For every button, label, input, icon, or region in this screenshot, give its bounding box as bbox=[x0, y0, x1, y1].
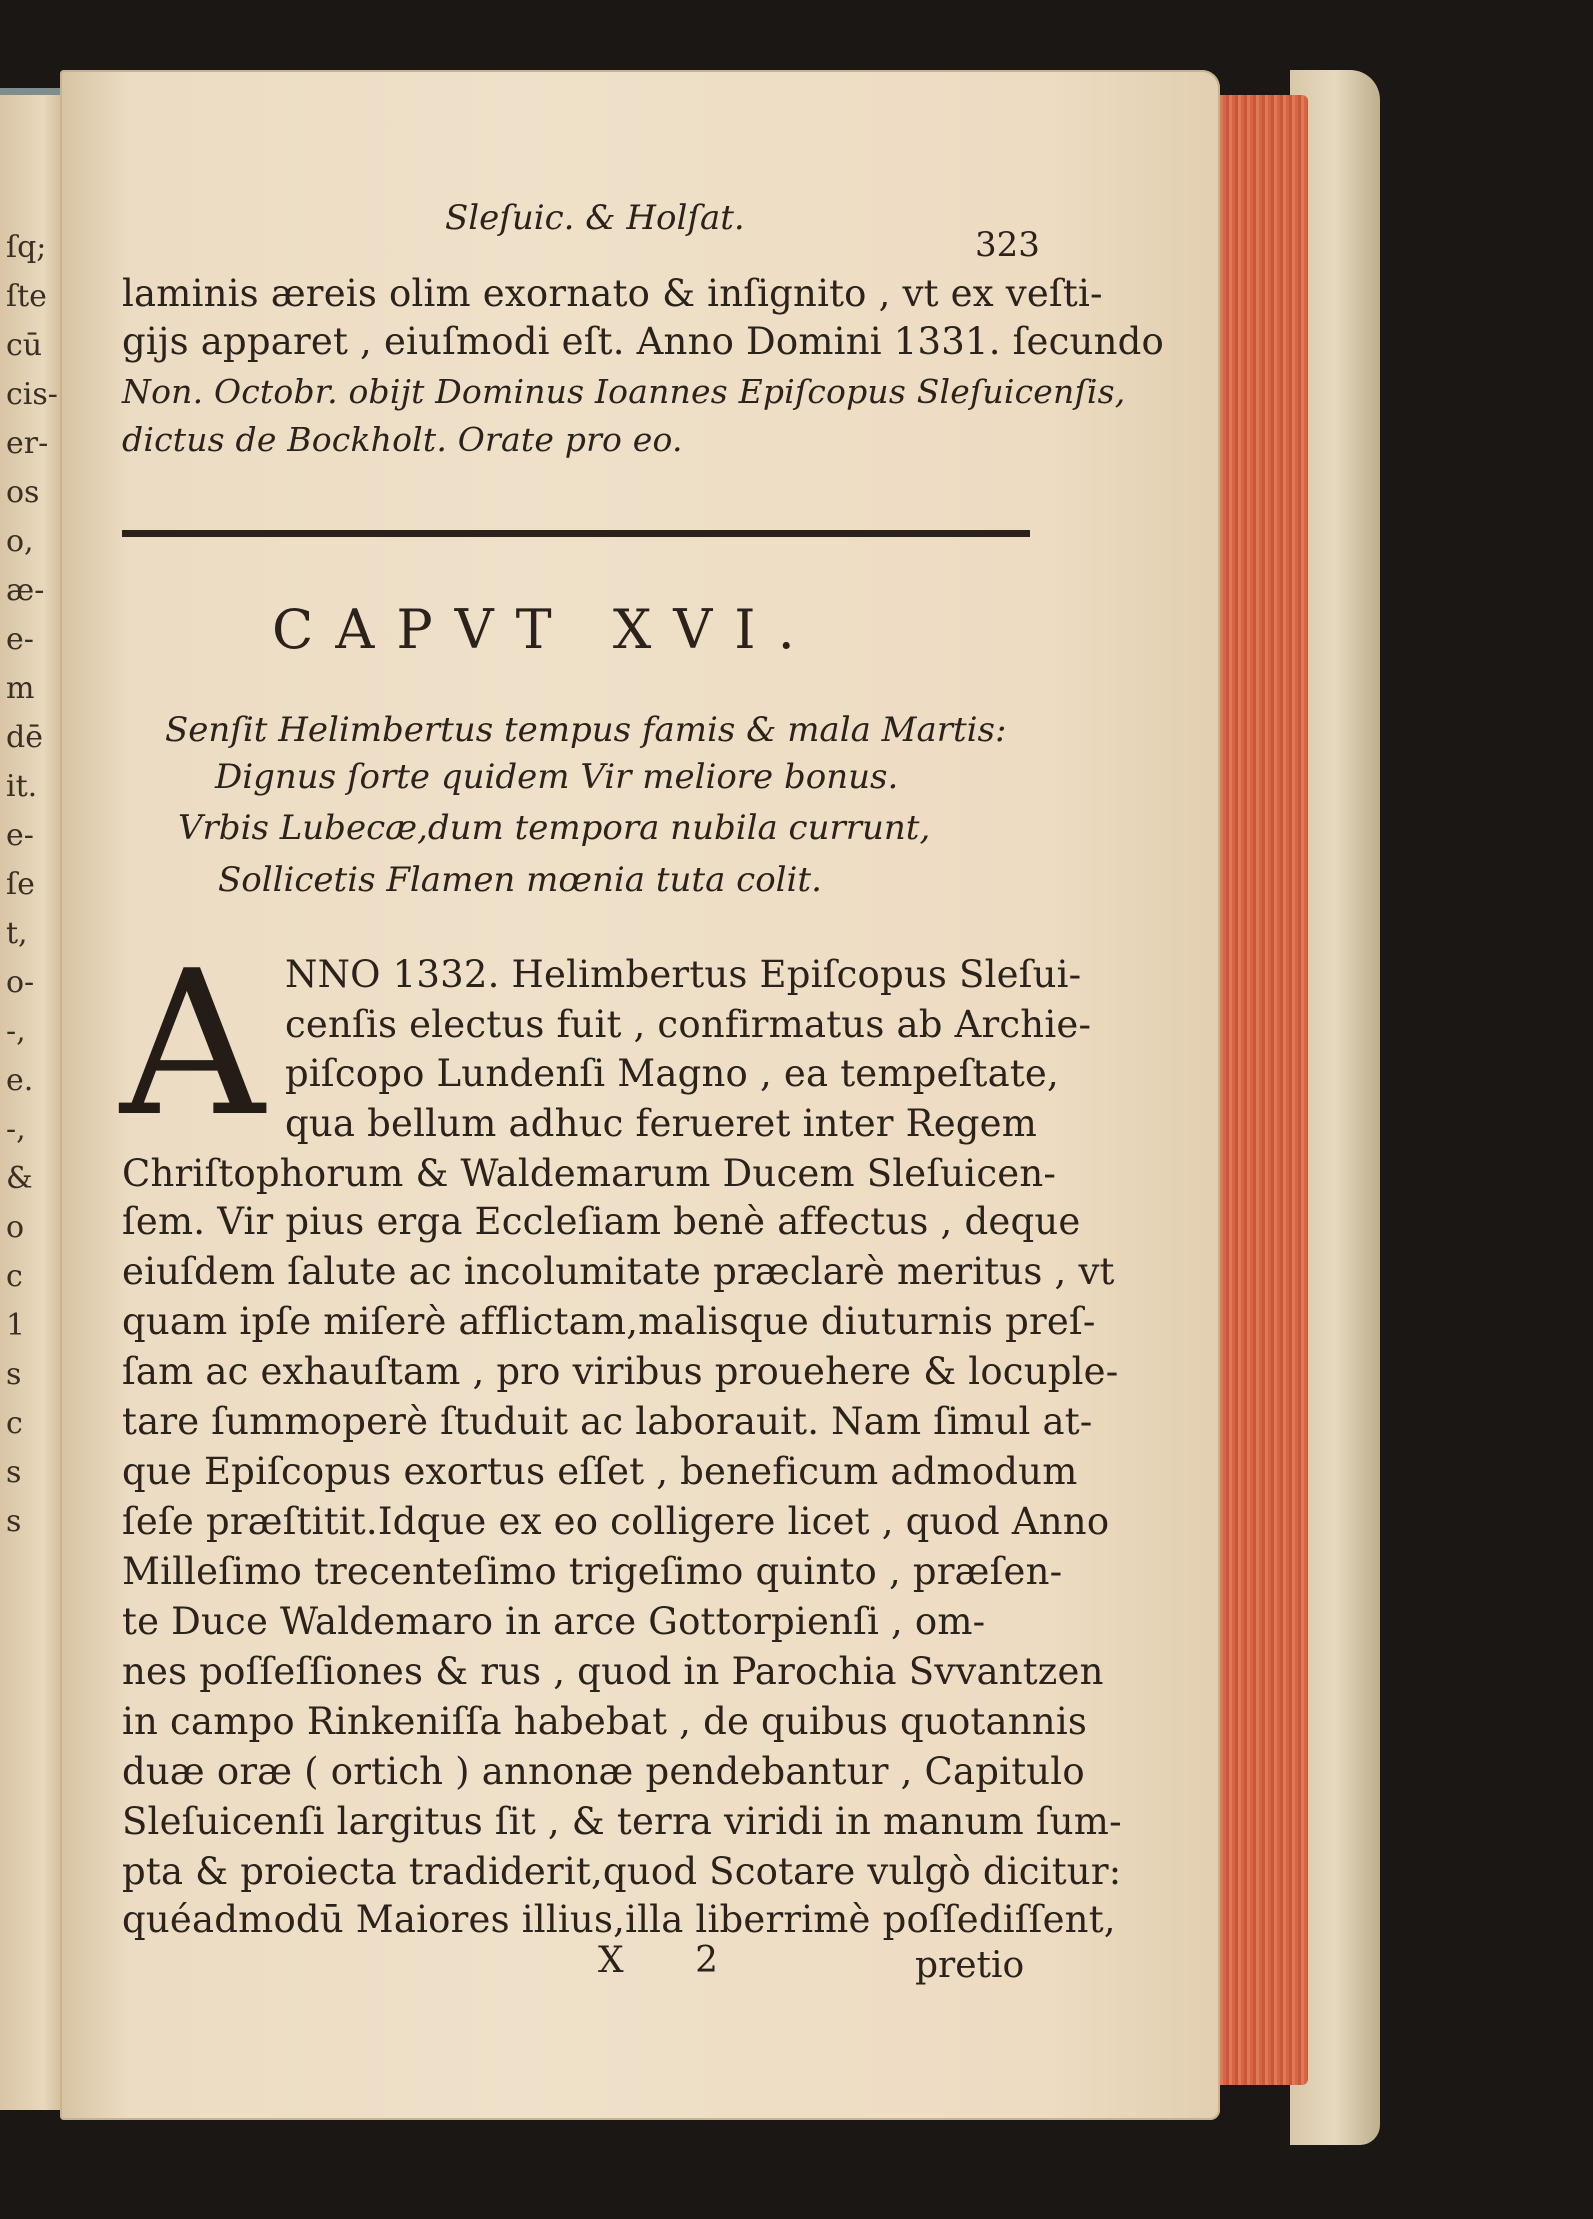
left-page-fragment: cū bbox=[6, 328, 43, 363]
left-page-fragment: m bbox=[6, 671, 35, 706]
body-line: in campo Rinkeniſſa habebat , de quibus quotannis bbox=[122, 1700, 1088, 1743]
left-page-fragment: ſte bbox=[6, 279, 47, 314]
body-line: piſcopo Lundenſi Magno , ea tempeſtate, bbox=[285, 1052, 1059, 1095]
left-page-fragment: er- bbox=[6, 426, 49, 461]
left-page-fragment: s bbox=[6, 1357, 22, 1392]
left-page-fragment: -, bbox=[6, 1112, 26, 1147]
left-page-fragment: 1 bbox=[6, 1308, 26, 1343]
left-page-fragment: ſe bbox=[6, 867, 35, 902]
left-page-fragment: c bbox=[6, 1406, 23, 1441]
left-page-fragment: æ- bbox=[6, 573, 45, 608]
body-line: te Duce Waldemaro in arce Gottorpienſi , om- bbox=[122, 1600, 986, 1643]
left-page-fragment: t, bbox=[6, 916, 28, 951]
left-page-fragment: o bbox=[6, 1210, 25, 1245]
body-line: quam ipſe miſerè afflictam,malisque diuturnis preſ- bbox=[122, 1300, 1096, 1343]
left-page-fragment: e- bbox=[6, 622, 34, 657]
left-page-fragment: os bbox=[6, 475, 40, 510]
left-page-fragment: o, bbox=[6, 524, 34, 559]
left-page-fragment: e- bbox=[6, 818, 34, 853]
catchword: pretio bbox=[915, 1945, 1025, 1986]
chapter-title: CAPVT XVI. bbox=[272, 598, 817, 661]
verse-line: Vrbis Lubecæ,dum tempora nubila currunt, bbox=[178, 808, 931, 848]
body-line: ſam ac exhauſtam , pro viribus prouehere & locuple- bbox=[122, 1350, 1119, 1393]
drop-cap: A bbox=[120, 928, 265, 1161]
body-line: pta & proiecta tradiderit,quod Scotare vulgò dicitur: bbox=[122, 1850, 1122, 1893]
body-line: duæ oræ ( ortich ) annonæ pendebantur , Capitulo bbox=[122, 1750, 1085, 1793]
body-line: Sleſuicenſi largitus ſit , & terra viridi in manum ſum- bbox=[122, 1800, 1122, 1843]
body-line: cenſis electus fuit , confirmatus ab Archie- bbox=[285, 1003, 1092, 1046]
verse-line: Dignus ſorte quidem Vir meliore bonus. bbox=[215, 757, 899, 797]
intro-line: laminis æreis olim exornato & inſignito , vt ex veſti- bbox=[122, 272, 1103, 315]
intro-line: gijs apparet , eiuſmodi eſt. Anno Domini 1331. ſecundo bbox=[122, 320, 1164, 363]
left-page-fragment: cis- bbox=[6, 377, 58, 412]
body-line: ſem. Vir pius erga Eccleſiam benè affectus , deque bbox=[122, 1200, 1081, 1243]
verse-line: Senſit Helimbertus tempus famis & mala Martis: bbox=[165, 710, 1007, 750]
body-line: qua bellum adhuc ferueret inter Regem bbox=[285, 1102, 1038, 1145]
left-page-fragment: ſq; bbox=[6, 230, 47, 265]
intro-line: dictus de Bockholt. Orate pro eo. bbox=[122, 420, 683, 459]
left-page-fragment: s bbox=[6, 1504, 22, 1539]
intro-line: Non. Octobr. obijt Dominus Ioannes Epiſcopus Sleſuicenſis, bbox=[122, 372, 1126, 411]
body-line: eiuſdem ſalute ac incolumitate præclarè meritus , vt bbox=[122, 1250, 1115, 1293]
left-page-fragment: & bbox=[6, 1161, 33, 1196]
left-page-fragment: e. bbox=[6, 1063, 34, 1098]
body-line: NNO 1332. Helimbertus Epiſcopus Sleſui- bbox=[285, 953, 1082, 996]
body-line: quéadmodū Maiores illius,illa liberrimè poſſediſſent, bbox=[122, 1898, 1116, 1941]
left-page-fragment: s bbox=[6, 1455, 22, 1490]
signature-mark: X 2 bbox=[598, 1940, 748, 1981]
running-head: Sleſuic. & Holſat. bbox=[445, 198, 745, 238]
body-line: ſeſe præſtitit.Idque ex eo colligere licet , quod Anno bbox=[122, 1500, 1110, 1543]
left-page-fragment: -, bbox=[6, 1014, 26, 1049]
left-page-fragment: it. bbox=[6, 769, 38, 804]
body-line: tare ſummoperè ſtuduit ac laborauit. Nam ſimul at- bbox=[122, 1400, 1093, 1443]
page-edges bbox=[1208, 95, 1308, 2085]
body-line: que Epiſcopus exortus eſſet , beneficum admodum bbox=[122, 1450, 1078, 1493]
body-line: Milleſimo trecenteſimo trigeſimo quinto , præſen- bbox=[122, 1550, 1063, 1593]
body-line: Chriſtophorum & Waldemarum Ducem Sleſuicen- bbox=[122, 1152, 1057, 1195]
left-page-fragment: c bbox=[6, 1259, 23, 1294]
separator-rule bbox=[122, 530, 1030, 537]
page-number: 323 bbox=[975, 225, 1040, 265]
left-page-fragment: o- bbox=[6, 965, 35, 1000]
verse-line: Sollicetis Flamen mœnia tuta colit. bbox=[218, 860, 822, 900]
body-line: nes poſſeſſiones & rus , quod in Parochia Svvantzen bbox=[122, 1650, 1104, 1693]
left-page-fragment: dē bbox=[6, 720, 43, 755]
